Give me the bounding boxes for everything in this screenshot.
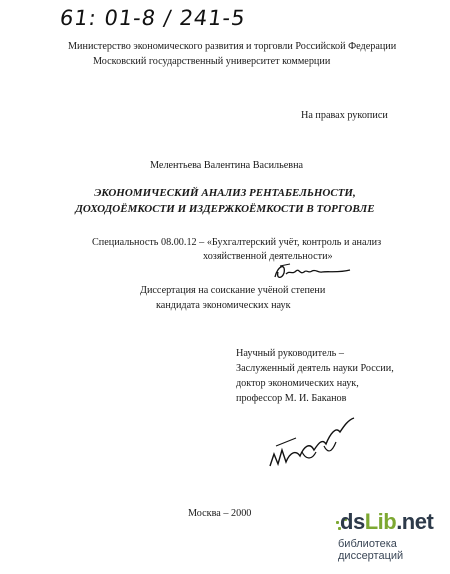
university-line: Московский государственный университет коммерции (93, 56, 331, 67)
advisor-line1: Научный руководитель – (236, 348, 344, 359)
advisor-line4: профессор М. И. Баканов (236, 393, 347, 404)
author-name: Мелентьева Валентина Васильевна (150, 160, 304, 171)
specialty-line2: хозяйственной деятельности» (203, 251, 333, 262)
dslib-logo: dsLib.net (340, 509, 434, 534)
thesis-title-line2: ДОХОДОЁМКОСТИ И ИЗДЕРЖКОЁМКОСТИ В ТОРГОВЛЕ (75, 203, 375, 215)
archive-code: 61: 01-8 / 241-5 (58, 6, 248, 30)
specialty-line1: Специальность 08.00.12 – «Бухгалтерский учёт, контроль и анализ (92, 237, 382, 248)
manuscript-note: На правах рукописи (301, 110, 388, 121)
degree-line1: Диссертация на соискание учёной степени (140, 285, 326, 296)
dslib-subtitle: библиотека диссертаций (338, 538, 404, 562)
advisor-signature-icon (266, 416, 358, 472)
author-signature-icon (272, 261, 352, 283)
thesis-title-line1: ЭКОНОМИЧЕСКИЙ АНАЛИЗ РЕНТАБЕЛЬНОСТИ, (94, 187, 356, 199)
advisor-line3: доктор экономических наук, (236, 378, 359, 389)
ministry-line: Министерство экономического развития и торговли Российской Федерации (68, 41, 397, 52)
city-year: Москва – 2000 (188, 508, 252, 519)
advisor-line2: Заслуженный деятель науки России, (236, 363, 394, 374)
degree-line2: кандидата экономических наук (156, 300, 291, 311)
dslib-watermark (334, 503, 450, 574)
